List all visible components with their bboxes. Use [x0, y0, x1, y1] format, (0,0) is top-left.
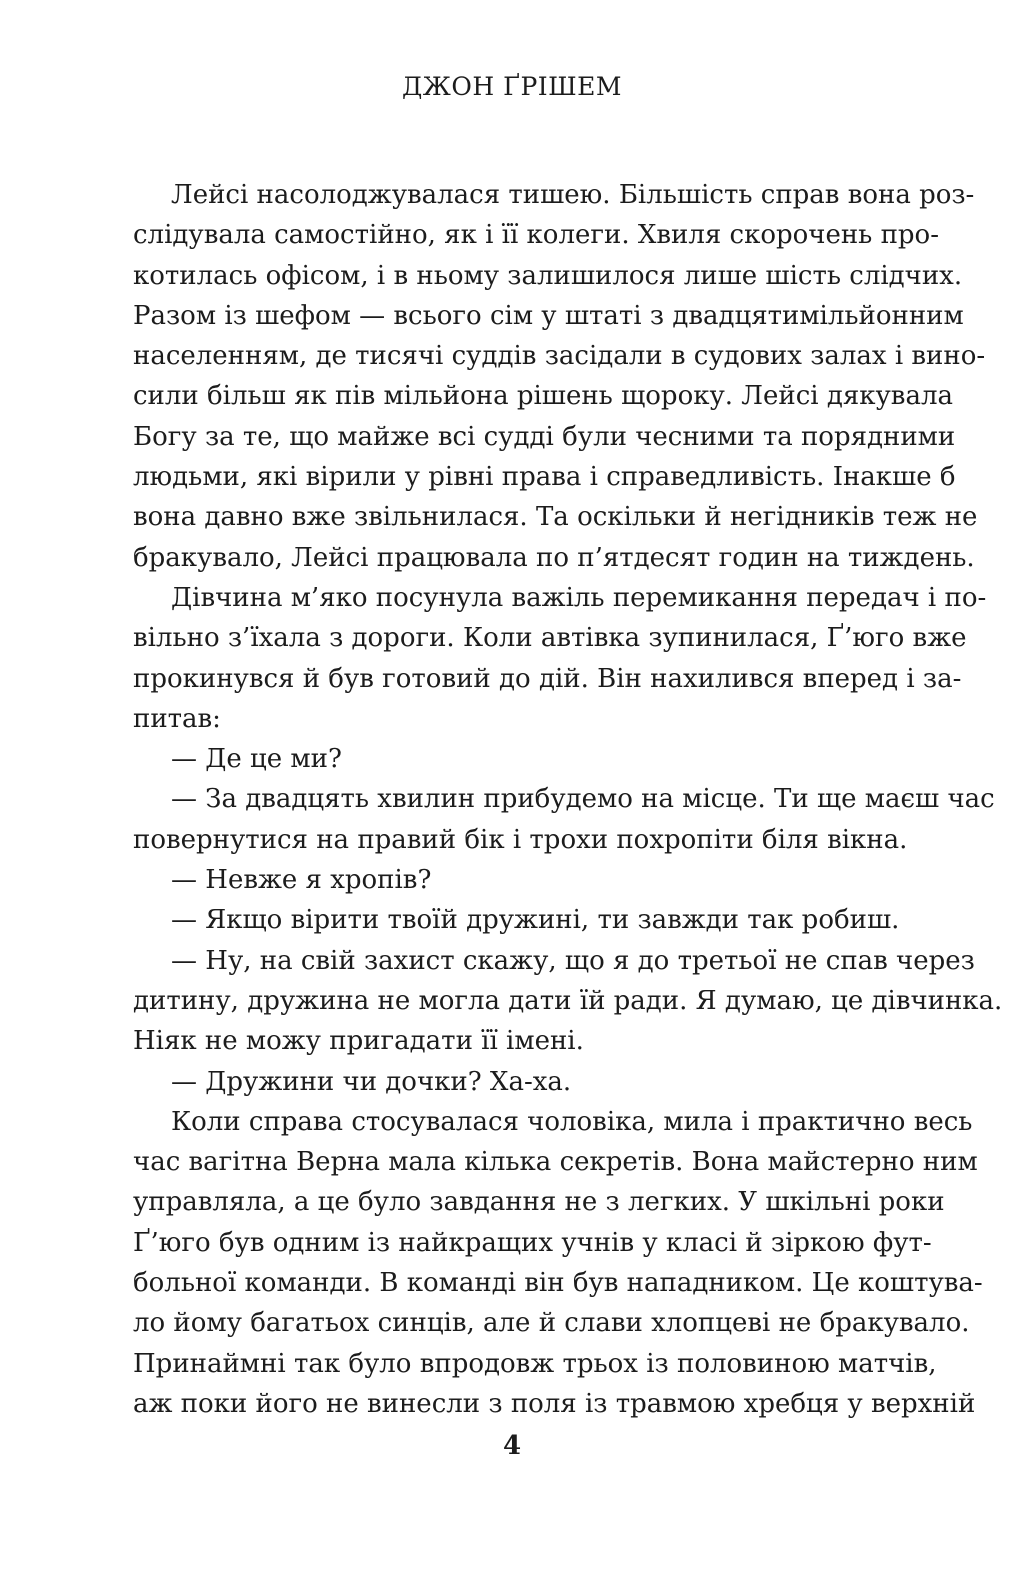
text-line: управляла, а це було завдання не з легких. У шкільні роки	[133, 1187, 945, 1218]
text-line: Дівчина м’яко посунула важіль перемикання передач і по-	[171, 582, 987, 613]
page-number: 4	[502, 1431, 522, 1461]
text-line: ло йому багатьох синців, але й слави хлопцеві не бракувало.	[133, 1308, 970, 1339]
text-line: сили більш як пів мільйона рішень щороку. Лейсі дякувала	[133, 381, 953, 412]
text-line: час вагітна Верна мала кілька секретів. Вона майстерно ним	[133, 1147, 978, 1178]
text-line: слідувала самостійно, як і її колеги. Хвиля скорочень про-	[133, 220, 939, 251]
dialogue-line: — Дружини чи дочки? Ха-ха.	[171, 1066, 572, 1097]
text-line: прокинувся й був готовий до дій. Він нахилився вперед і за-	[133, 663, 962, 694]
text-line: вільно з’їхала з дороги. Коли автівка зупинилася, Ґ’юго вже	[133, 623, 967, 654]
text-line: населенням, де тисячі суддів засідали в судових залах і вино-	[133, 341, 986, 372]
text-line: больної команди. В команді він був нападником. Це коштува-	[133, 1268, 983, 1299]
body-text	[133, 175, 1003, 1424]
text-line: дитину, дружина не могла дати їй ради. Я думаю, це дівчинка.	[133, 985, 1003, 1016]
text-line: Разом із шефом — всього сім у штаті з двадцятимільйонним	[133, 300, 964, 331]
dialogue-line: — За двадцять хвилин прибудемо на місце. Ти ще маєш час	[171, 784, 995, 815]
dialogue-line: — Ну, на свій захист скажу, що я до третьої не спав через	[171, 945, 975, 976]
text-line: Принаймні так було впродовж трьох із половиною матчів,	[133, 1348, 937, 1379]
text-line: питав:	[133, 703, 221, 734]
dialogue-line: — Якщо вірити твоїй дружині, ти завжди так робиш.	[171, 905, 900, 936]
running-head: ДЖОН ҐРІШЕМ	[401, 72, 623, 101]
dialogue-line: — Невже я хропів?	[171, 865, 432, 896]
text-line: котилась офісом, і в ньому залишилося лише шість слідчих.	[133, 260, 963, 291]
text-line: Ніяк не можу пригадати її імені.	[133, 1026, 584, 1057]
text-line: вона давно вже звільнилася. Та оскільки й негідників теж не	[133, 502, 978, 533]
text-line: Богу за те, що майже всі судді були чесними та порядними	[133, 421, 956, 452]
text-line: аж поки його не винесли з поля із травмою хребця у верхній	[133, 1388, 976, 1419]
dialogue-line: — Де це ми?	[171, 744, 342, 775]
text-line: людьми, які вірили у рівні права і справедливість. Інакше б	[133, 462, 956, 493]
text-line: Лейсі насолоджувалася тишею. Більшість справ вона роз-	[171, 180, 975, 210]
text-line: бракувало, Лейсі працювала по п’ятдесят годин на тиждень.	[133, 542, 975, 573]
text-line: Ґ’юго був одним із найкращих учнів у класі й зіркою фут-	[133, 1227, 932, 1258]
text-line: Коли справа стосувалася чоловіка, мила і практично весь	[171, 1106, 973, 1137]
text-line: повернутися на правий бік і трохи похропіти біля вікна.	[133, 824, 908, 855]
